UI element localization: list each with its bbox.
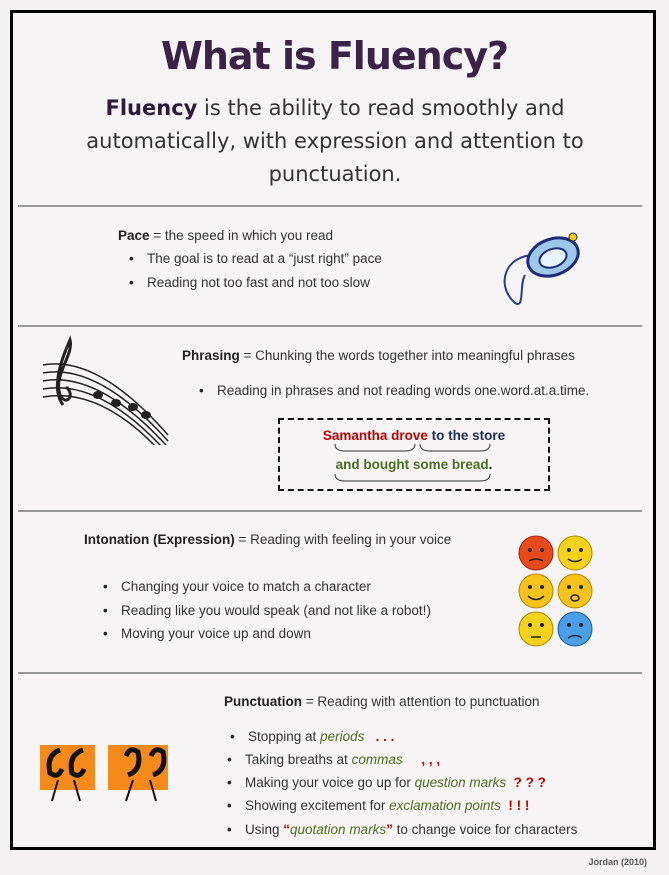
list-item: • Changing your voice to match a character <box>121 579 371 594</box>
list-item: • The goal is to read at a “just right” pace <box>147 251 382 266</box>
punctuation-definition: Punctuation = Reading with attention to punctuation <box>224 694 540 709</box>
divider <box>18 205 642 207</box>
quotation-marks-icon <box>38 735 173 805</box>
pace-definition: Pace = the speed in which you read <box>118 228 334 243</box>
list-item: • Reading in phrases and not reading words one.word.at.a.time. <box>217 383 589 398</box>
stopwatch-icon <box>495 225 585 310</box>
page-title: What is Fluency? <box>160 34 509 78</box>
list-item: • Showing excitement for exclamation points ! ! ! <box>245 798 529 813</box>
phrase-brackets <box>320 442 520 487</box>
list-item: • Making your voice go up for question marks ? ? ? <box>245 775 546 790</box>
divider <box>18 325 642 327</box>
emotion-faces-icon <box>515 533 600 653</box>
music-notes-icon <box>38 335 178 445</box>
list-item: • Taking breaths at commas , , , <box>245 752 440 767</box>
phrasing-example-box: Samantha drove to the store and bought some bread. <box>278 418 550 491</box>
intonation-definition: Intonation (Expression) = Reading with feeling in your voice <box>84 532 452 547</box>
phrasing-definition: Phrasing = Chunking the words together into meaningful phrases <box>182 348 575 363</box>
divider <box>18 510 642 512</box>
list-item: • Moving your voice up and down <box>121 626 311 641</box>
credit: Jordan (2010) <box>588 857 647 867</box>
list-item: • Reading like you would speak (and not like a robot!) <box>121 603 431 618</box>
intro-text: Fluency is the ability to read smoothly and automatically, with expression and attention to punctuation. <box>86 96 584 186</box>
list-item: • Using “quotation marks” to change voice for characters <box>245 822 577 837</box>
list-item: • Reading not too fast and not too slow <box>147 275 370 290</box>
divider <box>18 672 642 674</box>
list-item: • Stopping at periods . . . <box>248 729 394 744</box>
